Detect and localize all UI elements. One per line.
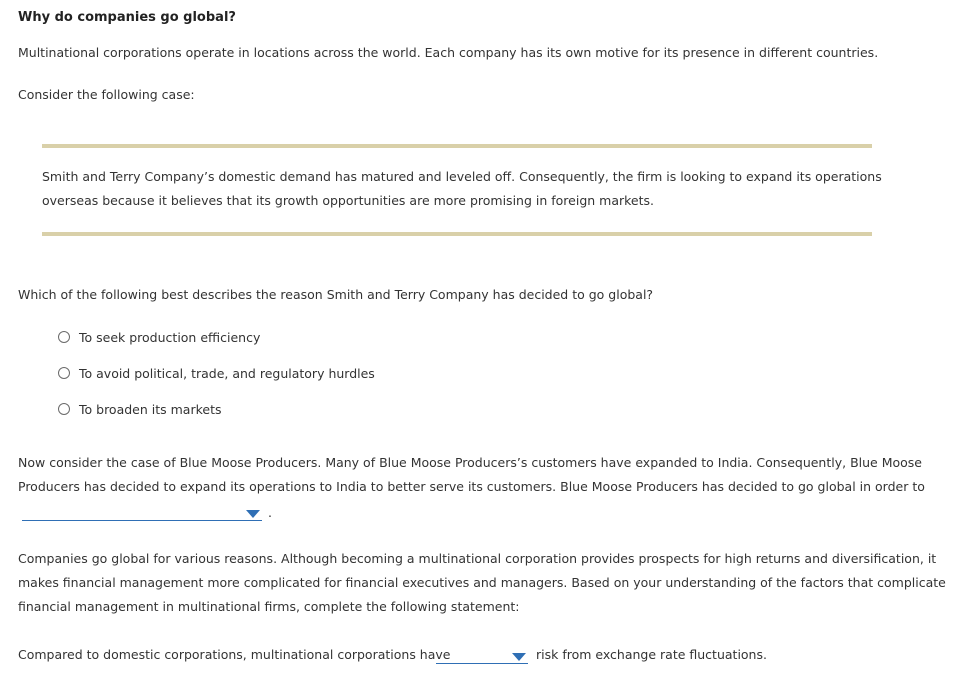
statement-before: Compared to domestic corporations, multinational corporations have <box>18 647 451 662</box>
option-label: To avoid political, trade, and regulatory hurdles <box>79 365 375 381</box>
chevron-down-icon <box>246 510 260 518</box>
exchange-risk-dropdown[interactable] <box>436 647 528 664</box>
option-production-efficiency[interactable] <box>58 328 260 346</box>
paragraph-3-line-2: makes financial management more complicated for financial executives and managers. Based on your understanding of the factors that complicate <box>18 575 946 590</box>
blue-moose-reason-dropdown[interactable] <box>22 504 262 521</box>
question-2-line-1: Now consider the case of Blue Moose Producers. Many of Blue Moose Producers’s customers have expanded to India. Consequently, Blue Moose <box>18 455 922 470</box>
paragraph-3-line-3: financial management in multinational firms, complete the following statement: <box>18 599 520 614</box>
case-text-line-1: Smith and Terry Company’s domestic demand has matured and leveled off. Consequently, the firm is looking to expand its operations <box>42 169 882 184</box>
question-1: Which of the following best describes the reason Smith and Terry Company has decided to go global? <box>18 287 654 302</box>
option-label: To broaden its markets <box>79 401 222 417</box>
case-top-rule <box>42 144 872 148</box>
radio-button[interactable] <box>58 403 70 415</box>
radio-button[interactable] <box>58 331 70 343</box>
option-broaden-markets[interactable] <box>58 400 222 418</box>
radio-button[interactable] <box>58 367 70 379</box>
option-avoid-hurdles[interactable] <box>58 364 375 382</box>
question-2-line-2: Producers has decided to expand its operations to India to better serve its customers. Blue Moose Producers has decided to go global in order to <box>18 479 925 494</box>
case-text-line-2: overseas because it believes that its growth opportunities are more promising in foreign markets. <box>42 193 654 208</box>
option-label: To seek production efficiency <box>79 329 261 345</box>
chevron-down-icon <box>512 653 526 661</box>
intro-text: Multinational corporations operate in locations across the world. Each company has its own motive for its presence in different countries. <box>18 45 879 60</box>
case-bottom-rule <box>42 232 872 236</box>
question-2-period: . <box>268 505 272 520</box>
statement-after: risk from exchange rate fluctuations. <box>536 647 767 662</box>
paragraph-3-line-1: Companies go global for various reasons. Although becoming a multinational corporation provides prospects for high returns and diversification, it <box>18 551 937 566</box>
consider-text: Consider the following case: <box>18 87 195 102</box>
page-title: Why do companies go global? <box>18 10 236 25</box>
